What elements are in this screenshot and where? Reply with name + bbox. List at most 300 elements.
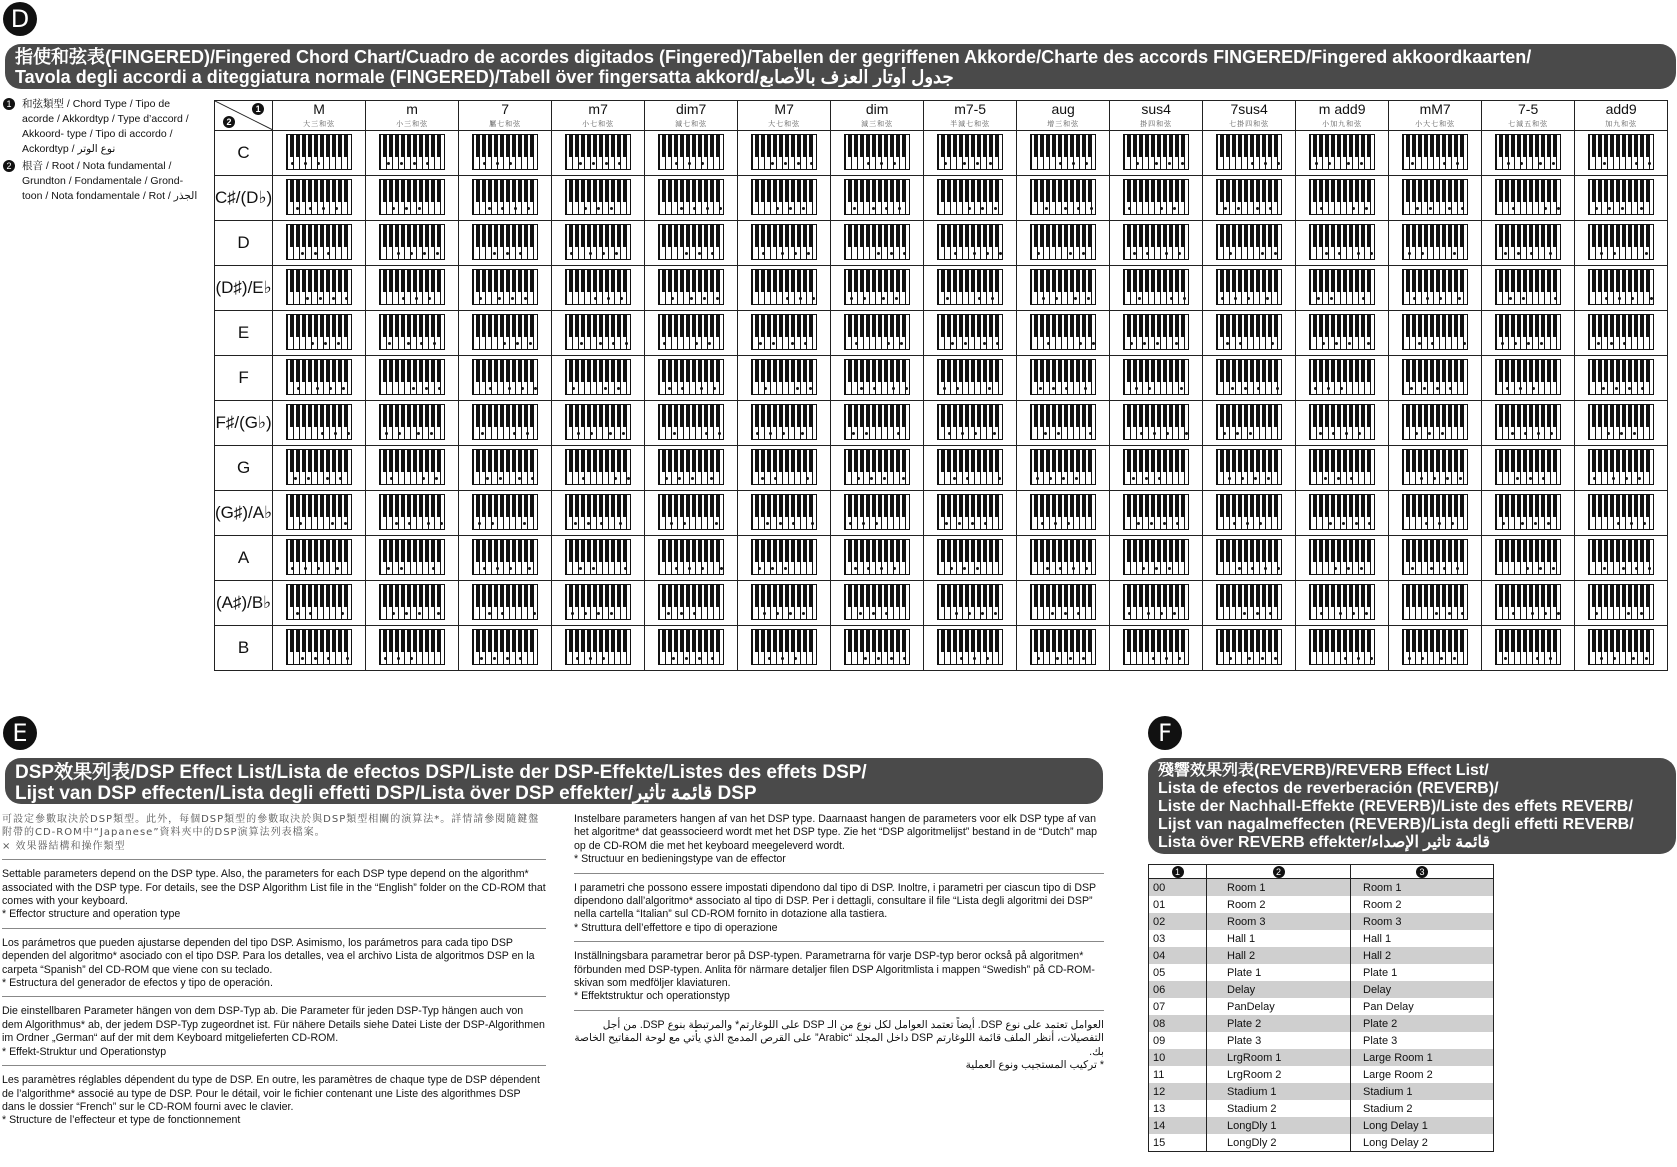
reverb-row <box>1149 998 1494 1015</box>
chord-diagram-cell <box>459 356 552 401</box>
pressed-key-dot <box>1595 207 1598 210</box>
pressed-key-dot <box>776 207 779 210</box>
keyboard-diagram <box>937 314 1003 350</box>
pressed-key-dot <box>594 297 597 300</box>
keyboard-diagram <box>1309 314 1375 350</box>
keyboard-diagram <box>379 629 445 665</box>
pressed-key-dot <box>388 342 391 345</box>
section-f-badge: F <box>1148 716 1182 750</box>
keyboard-diagram <box>844 404 910 440</box>
pressed-key-dot <box>1065 387 1068 390</box>
table-corner <box>215 101 273 131</box>
keyboard-diagram <box>844 629 910 665</box>
reverb-cell-name: LrgRoom 1 <box>1207 1049 1351 1066</box>
keyboard-diagram <box>1030 359 1096 395</box>
chord-chart-table <box>214 100 1668 671</box>
pressed-key-dot <box>968 612 971 615</box>
dsp-body-english: Settable parameters depend on the DSP type. Also, the parameters for each DSP type depend on the algorithm* associated with the DSP type. For details, see the DSP Algorithm List file in the “English” folder on the CD-ROM that comes with your keyboard. <box>2 868 546 908</box>
pressed-key-dot <box>1632 657 1635 660</box>
pressed-key-dot <box>720 567 723 570</box>
pressed-key-dot <box>1547 522 1550 525</box>
pressed-key-dot <box>1446 477 1449 480</box>
chord-row <box>215 626 1668 671</box>
keyboard-diagram <box>1495 179 1561 215</box>
chord-diagram-cell <box>738 581 831 626</box>
pressed-key-dot <box>1352 612 1355 615</box>
pressed-key-dot <box>681 387 684 390</box>
reverb-cell-name: Plate 2 <box>1207 1015 1351 1032</box>
pressed-key-dot <box>1537 432 1540 435</box>
pressed-key-dot <box>1456 567 1459 570</box>
pressed-key-dot <box>811 522 814 525</box>
dsp-body-dutch: Instelbare parameters hangen af van het DSP type. Daarnaast hangen de parameters voor elk DSP type af van het algoritme* dat geassocieerd wordt met het DSP type. Zie het “DSP algoritmelijst” bestand in de “Dutch” map op de CD-ROM die met het keyboard meegeleverd wordt. <box>574 813 1098 852</box>
pressed-key-dot <box>1261 252 1264 255</box>
chord-diagram-cell <box>924 446 1017 491</box>
reverb-cell-name: Hall 2 <box>1207 947 1351 964</box>
pressed-key-dot <box>1512 612 1515 615</box>
pressed-key-dot <box>802 207 805 210</box>
pressed-key-dot <box>993 432 996 435</box>
pressed-key-dot <box>392 207 395 210</box>
pressed-key-dot <box>509 162 512 165</box>
keyboard-diagram <box>1495 359 1561 395</box>
keyboard-diagram <box>379 539 445 575</box>
pressed-key-dot <box>1160 207 1163 210</box>
chord-diagram-cell <box>924 131 1017 176</box>
chord-type-sublabel: 小加九和弦 <box>1322 120 1363 128</box>
pressed-key-dot <box>1085 567 1088 570</box>
root-note-label: A <box>215 536 273 581</box>
pressed-key-dot <box>756 432 759 435</box>
keyboard-diagram <box>1495 539 1561 575</box>
pressed-key-dot <box>860 387 863 390</box>
chord-diagram-cell <box>1389 581 1482 626</box>
chord-type-sublabel: 減七和弦 <box>675 120 708 128</box>
pressed-key-dot <box>1251 567 1254 570</box>
pressed-key-dot <box>890 252 893 255</box>
keyboard-diagram <box>1495 314 1561 350</box>
chord-diagram-cell <box>924 356 1017 401</box>
pressed-key-dot <box>1254 477 1257 480</box>
pressed-key-dot <box>683 522 686 525</box>
pressed-key-dot <box>1319 432 1322 435</box>
chord-diagram-cell <box>459 581 552 626</box>
pressed-key-dot <box>347 432 350 435</box>
pressed-key-dot <box>981 207 984 210</box>
pressed-key-dot <box>1612 477 1615 480</box>
pressed-key-dot <box>1246 522 1249 525</box>
pressed-key-dot <box>342 387 345 390</box>
pressed-key-dot <box>1165 252 1168 255</box>
pressed-key-dot <box>1320 207 1323 210</box>
pressed-key-dot <box>483 567 486 570</box>
pressed-key-dot <box>1607 432 1610 435</box>
keyboard-diagram <box>937 539 1003 575</box>
keyboard-diagram <box>472 134 538 170</box>
pressed-key-dot <box>999 252 1002 255</box>
root-note-label: B <box>215 626 273 671</box>
pressed-key-dot <box>627 477 630 480</box>
pressed-key-dot <box>1429 207 1432 210</box>
pressed-key-dot <box>1234 297 1237 300</box>
chord-row <box>215 131 1668 176</box>
dsp-body-arabic: العوامل تعتمد على نوع DSP. أيضاً تعتمد العوامل لكل نوع من الـ DSP على اللوغارتم* والمرتبطة بنوع DSP. من أجل التفصيلات، أنظر الملف قائمة اللوغارتم DSP داخل المجلد “Arabic” على القرص المدمج الذي يأتي مع لوحة المفاتيح الخاصة بك. <box>574 1018 1104 1058</box>
chord-diagram-cell <box>1203 491 1296 536</box>
keyboard-diagram <box>286 224 352 260</box>
keyboard-diagram <box>565 629 631 665</box>
pressed-key-dot <box>1228 477 1231 480</box>
keyboard-diagram <box>1402 179 1468 215</box>
chord-diagram-cell <box>552 401 645 446</box>
keyboard-diagram <box>1309 449 1375 485</box>
pressed-key-dot <box>1044 432 1047 435</box>
keyboard-diagram <box>1216 179 1282 215</box>
pressed-key-dot <box>1648 567 1651 570</box>
pressed-key-dot <box>332 297 335 300</box>
chord-type-sublabel: 小三和弦 <box>396 120 429 128</box>
reverb-row <box>1149 1015 1494 1032</box>
legend-item-root <box>3 159 203 204</box>
chord-table-body <box>215 131 1668 671</box>
pressed-key-dot <box>1410 387 1413 390</box>
chord-diagram-cell <box>1389 491 1482 536</box>
pressed-key-dot <box>1603 162 1606 165</box>
pressed-key-dot <box>1507 162 1510 165</box>
chord-diagram-cell <box>1110 221 1203 266</box>
reverb-cell-num: 02 <box>1149 913 1207 930</box>
chord-chart-title-line1: 指使和弦表(FINGERED)/Fingered Chord Chart/Cuadro de acordes digitados (Fingered)/Tabellen der gegriffenen Akkorde/Charte des accords FINGERED/Fingered akkoordkaarten/ <box>15 47 1532 67</box>
pressed-key-dot <box>511 297 514 300</box>
chord-diagram-cell <box>1296 491 1389 536</box>
keyboard-diagram <box>379 269 445 305</box>
keyboard-diagram <box>1309 494 1375 530</box>
pressed-key-dot <box>1090 207 1093 210</box>
keyboard-diagram <box>1309 629 1375 665</box>
pressed-key-dot <box>1340 387 1343 390</box>
pressed-key-dot <box>1519 387 1522 390</box>
pressed-key-dot <box>701 162 704 165</box>
pressed-key-dot <box>1526 567 1529 570</box>
pressed-key-dot <box>1549 252 1552 255</box>
reverb-cell-num: 05 <box>1149 964 1207 981</box>
chord-diagram-cell <box>1389 266 1482 311</box>
pressed-key-dot <box>498 297 501 300</box>
root-note-label: E <box>215 311 273 356</box>
reverb-row <box>1149 964 1494 981</box>
chord-diagram-cell <box>459 536 552 581</box>
pressed-key-dot <box>291 567 294 570</box>
pressed-key-dot <box>1166 432 1169 435</box>
pressed-key-dot <box>576 657 579 660</box>
pressed-key-dot <box>513 432 516 435</box>
keyboard-diagram <box>565 404 631 440</box>
pressed-key-dot <box>976 162 979 165</box>
reverb-cell-full: Plate 3 <box>1351 1032 1494 1049</box>
pressed-key-dot <box>1527 342 1530 345</box>
pressed-key-dot <box>1074 297 1077 300</box>
pressed-key-dot <box>1145 477 1148 480</box>
pressed-key-dot <box>622 432 625 435</box>
chord-diagram-cell <box>1482 536 1575 581</box>
chord-diagram-cell <box>552 131 645 176</box>
pressed-key-dot <box>1069 657 1072 660</box>
pressed-key-dot <box>488 207 491 210</box>
pressed-key-dot <box>387 567 390 570</box>
pressed-key-dot <box>589 657 592 660</box>
dsp-paragraph-japanese <box>2 810 546 860</box>
chord-diagram-cell <box>1389 446 1482 491</box>
keyboard-diagram <box>1030 179 1096 215</box>
reverb-header-full-name <box>1351 865 1494 879</box>
dsp-body-italian: I parametri che possono essere impostati dipendono dal tipo di DSP. Inoltre, i parametri per ciascun tipo di DSP dipendono dall’algoritmo* associato al tipo di DSP. Per i dettagli, consultare il file “Lista degli algoritmi dei DSP” nella cartella “Italian” sul CD-ROM fornito in dotazione alla tastiera. <box>574 881 1096 921</box>
chord-diagram-cell <box>1203 581 1296 626</box>
chord-type-sublabel: 大七和弦 <box>768 120 801 128</box>
pressed-key-dot <box>1150 522 1153 525</box>
chord-diagram-cell <box>1110 131 1203 176</box>
chord-diagram-cell <box>924 311 1017 356</box>
chord-diagram-cell <box>1017 356 1110 401</box>
keyboard-diagram <box>658 539 724 575</box>
keyboard-diagram <box>937 224 1003 260</box>
root-note-label: G <box>215 446 273 491</box>
pressed-key-dot <box>1249 432 1252 435</box>
pressed-key-dot <box>1415 432 1418 435</box>
chord-type-sublabel: 大三和弦 <box>303 120 336 128</box>
keyboard-diagram <box>379 404 445 440</box>
keyboard-diagram <box>1588 269 1654 305</box>
reverb-cell-num: 00 <box>1149 879 1207 897</box>
pressed-key-dot <box>402 297 405 300</box>
pressed-key-dot <box>329 387 332 390</box>
dsp-paragraph-french <box>2 1066 546 1134</box>
pressed-key-dot <box>954 252 957 255</box>
pressed-key-dot <box>1173 612 1176 615</box>
pressed-key-dot <box>1625 477 1628 480</box>
keyboard-diagram <box>1588 629 1654 665</box>
pressed-key-dot <box>701 567 704 570</box>
keyboard-diagram <box>844 449 910 485</box>
pressed-key-dot <box>624 567 627 570</box>
keyboard-diagram <box>1495 134 1561 170</box>
pressed-key-dot <box>903 252 906 255</box>
pressed-key-dot <box>1051 612 1054 615</box>
pressed-key-dot <box>1539 567 1542 570</box>
pressed-key-dot <box>1627 612 1630 615</box>
keyboard-diagram <box>472 584 538 620</box>
pressed-key-dot <box>797 162 800 165</box>
keyboard-diagram <box>1309 539 1375 575</box>
dsp-paragraph-spanish <box>2 929 546 998</box>
chord-diagram-cell <box>366 626 459 671</box>
pressed-key-dot <box>1438 522 1441 525</box>
keyboard-diagram <box>1402 269 1468 305</box>
chord-diagram-cell <box>366 266 459 311</box>
chord-diagram-cell <box>645 491 738 536</box>
keyboard-diagram <box>937 359 1003 395</box>
pressed-key-dot <box>1461 612 1464 615</box>
reverb-cell-full: Room 3 <box>1351 913 1494 930</box>
pressed-key-dot <box>614 477 617 480</box>
dsp-body-french: Les paramètres réglables dépendent du type de DSP. En outre, les paramètres de chaque type de DSP dépendent de l’algorithme* associé au type de DSP. Pour le détail, voir le fichier contenant une Liste des algorithmes DSP dans le dossier “French” sur le CD-ROM fourni avec le clavier. <box>2 1074 540 1113</box>
keyboard-diagram <box>1123 314 1189 350</box>
pressed-key-dot <box>337 342 340 345</box>
keyboard-diagram <box>1309 359 1375 395</box>
pressed-key-dot <box>1067 522 1070 525</box>
pressed-key-dot <box>1175 342 1178 345</box>
dsp-body-swedish: Inställningsbara parametrar beror på DSP-typen. Parametrarna för varje DSP-typ beror också på algoritmen* förbunden med DSP-typen. Anlita för närmare detaljer filen DSP Algoritmlista i mappen “Swedish” på CD-ROM-skivan som medföljer klaviaturen. <box>574 950 1095 990</box>
chord-diagram-cell <box>273 311 366 356</box>
pressed-key-dot <box>1529 477 1532 480</box>
chord-diagram-cell <box>366 311 459 356</box>
keyboard-diagram <box>658 449 724 485</box>
pressed-key-dot <box>1085 162 1088 165</box>
pressed-key-dot <box>1549 657 1552 660</box>
chord-type-sublabel: 增三和弦 <box>1047 120 1080 128</box>
reverb-cell-num: 10 <box>1149 1049 1207 1066</box>
pressed-key-dot <box>1057 432 1060 435</box>
pressed-key-dot <box>1621 207 1624 210</box>
pressed-key-dot <box>519 657 522 660</box>
pressed-key-dot <box>301 657 304 660</box>
chord-diagram-cell <box>1389 221 1482 266</box>
pressed-key-dot <box>496 567 499 570</box>
pressed-key-dot <box>311 342 314 345</box>
reverb-table-body <box>1149 879 1494 1152</box>
chord-diagram-cell <box>1575 311 1668 356</box>
pressed-key-dot <box>998 477 1001 480</box>
reverb-cell-num: 14 <box>1149 1117 1207 1134</box>
dsp-title-line2: Lijst van DSP effecten/Lista degli effetti DSP/Lista över DSP effekter/قائمة تأثير DSP <box>15 783 757 804</box>
chord-diagram-cell <box>645 536 738 581</box>
pressed-key-dot <box>698 252 701 255</box>
pressed-key-dot <box>989 162 992 165</box>
chord-type-label: m add9 <box>1318 101 1366 117</box>
pressed-key-dot <box>423 252 426 255</box>
chord-type-header <box>1017 101 1110 131</box>
pressed-key-dot <box>1247 297 1250 300</box>
pressed-key-dot <box>1631 297 1634 300</box>
pressed-key-dot <box>1236 432 1239 435</box>
pressed-key-dot <box>885 612 888 615</box>
pressed-key-dot <box>1231 387 1234 390</box>
pressed-key-dot <box>1334 567 1337 570</box>
keyboard-diagram <box>751 134 817 170</box>
keyboard-diagram <box>286 179 352 215</box>
chord-diagram-cell <box>1296 401 1389 446</box>
pressed-key-dot <box>345 297 348 300</box>
chord-diagram-cell <box>1296 131 1389 176</box>
keyboard-diagram <box>286 584 352 620</box>
chord-diagram-cell <box>1296 221 1389 266</box>
pressed-key-dot <box>602 252 605 255</box>
pressed-key-dot <box>1365 612 1368 615</box>
reverb-cell-name: LongDly 2 <box>1207 1134 1351 1152</box>
keyboard-diagram <box>1588 449 1654 485</box>
keyboard-diagram <box>286 359 352 395</box>
keyboard-diagram <box>658 224 724 260</box>
reverb-row <box>1149 1134 1494 1152</box>
keyboard-diagram <box>1495 269 1561 305</box>
pressed-key-dot <box>590 432 593 435</box>
pressed-key-dot <box>307 477 310 480</box>
dsp-paragraph-arabic <box>574 1011 1104 1079</box>
root-note-label: C♯/(D♭) <box>215 176 273 221</box>
keyboard-diagram <box>1588 134 1654 170</box>
chord-diagram-cell <box>1575 491 1668 536</box>
chord-diagram-cell <box>1482 401 1575 446</box>
chord-diagram-cell <box>1389 536 1482 581</box>
keyboard-diagram <box>1123 494 1189 530</box>
pressed-key-dot <box>903 657 906 660</box>
pressed-key-dot <box>600 522 603 525</box>
reverb-header-number <box>1149 865 1207 879</box>
pressed-key-dot <box>958 522 961 525</box>
pressed-key-dot <box>1251 162 1254 165</box>
keyboard-diagram <box>751 539 817 575</box>
reverb-cell-full: Stadium 1 <box>1351 1083 1494 1100</box>
pressed-key-dot <box>1233 522 1236 525</box>
pressed-key-dot <box>1603 567 1606 570</box>
keyboard-diagram <box>472 449 538 485</box>
pressed-key-dot <box>1439 297 1442 300</box>
keyboard-diagram <box>472 629 538 665</box>
pressed-key-dot <box>410 252 413 255</box>
pressed-key-dot <box>672 657 675 660</box>
pressed-key-dot <box>1411 162 1414 165</box>
dsp-body-german: Die einstellbaren Parameter hängen von dem DSP-Typ ab. Die Parameter für jeden DSP-Typ hängen auch von dem Algorithmus* ab, der jedem DSP-Typ zugeordnet ist. Für nähere Details siehe Datei Liste der DSP-Algorithmen im Ordner „German“ auf der mit dem Keyboard mitgelieferten CD-ROM. <box>2 1005 545 1045</box>
pressed-key-dot <box>579 567 582 570</box>
keyboard-diagram <box>1123 224 1189 260</box>
pressed-key-dot <box>705 432 708 435</box>
reverb-cell-name: Hall 1 <box>1207 930 1351 947</box>
chord-diagram-cell <box>1203 176 1296 221</box>
pressed-key-dot <box>1453 252 1456 255</box>
pressed-key-dot <box>1436 387 1439 390</box>
pressed-key-dot <box>1325 252 1328 255</box>
keyboard-diagram <box>1123 449 1189 485</box>
chord-type-label: add9 <box>1605 101 1637 117</box>
chord-type-header <box>924 101 1017 131</box>
chord-diagram-cell <box>1482 221 1575 266</box>
chord-diagram-cell <box>1482 581 1575 626</box>
pressed-key-dot <box>1448 612 1451 615</box>
chord-diagram-cell <box>273 446 366 491</box>
pressed-key-dot <box>897 432 900 435</box>
reverb-row <box>1149 879 1494 897</box>
pressed-key-dot <box>605 162 608 165</box>
chord-diagram-cell <box>738 266 831 311</box>
chord-type-label: M7 <box>774 101 794 117</box>
pressed-key-dot <box>1332 432 1335 435</box>
pressed-key-dot <box>1411 567 1414 570</box>
chord-diagram-cell <box>1482 311 1575 356</box>
reverb-cell-num: 11 <box>1149 1066 1207 1083</box>
pressed-key-dot <box>437 612 440 615</box>
pressed-key-dot <box>521 387 524 390</box>
pressed-key-dot <box>1421 252 1424 255</box>
chord-diagram-cell <box>552 446 645 491</box>
chord-diagram-cell <box>738 446 831 491</box>
pressed-key-dot <box>1176 522 1179 525</box>
pressed-key-dot <box>759 342 762 345</box>
pressed-key-dot <box>1358 432 1361 435</box>
keyboard-diagram <box>1588 494 1654 530</box>
chord-diagram-cell <box>552 626 645 671</box>
chord-diagram-cell <box>924 536 1017 581</box>
keyboard-diagram <box>658 134 724 170</box>
pressed-key-dot <box>1597 342 1600 345</box>
keyboard-diagram <box>1588 584 1654 620</box>
